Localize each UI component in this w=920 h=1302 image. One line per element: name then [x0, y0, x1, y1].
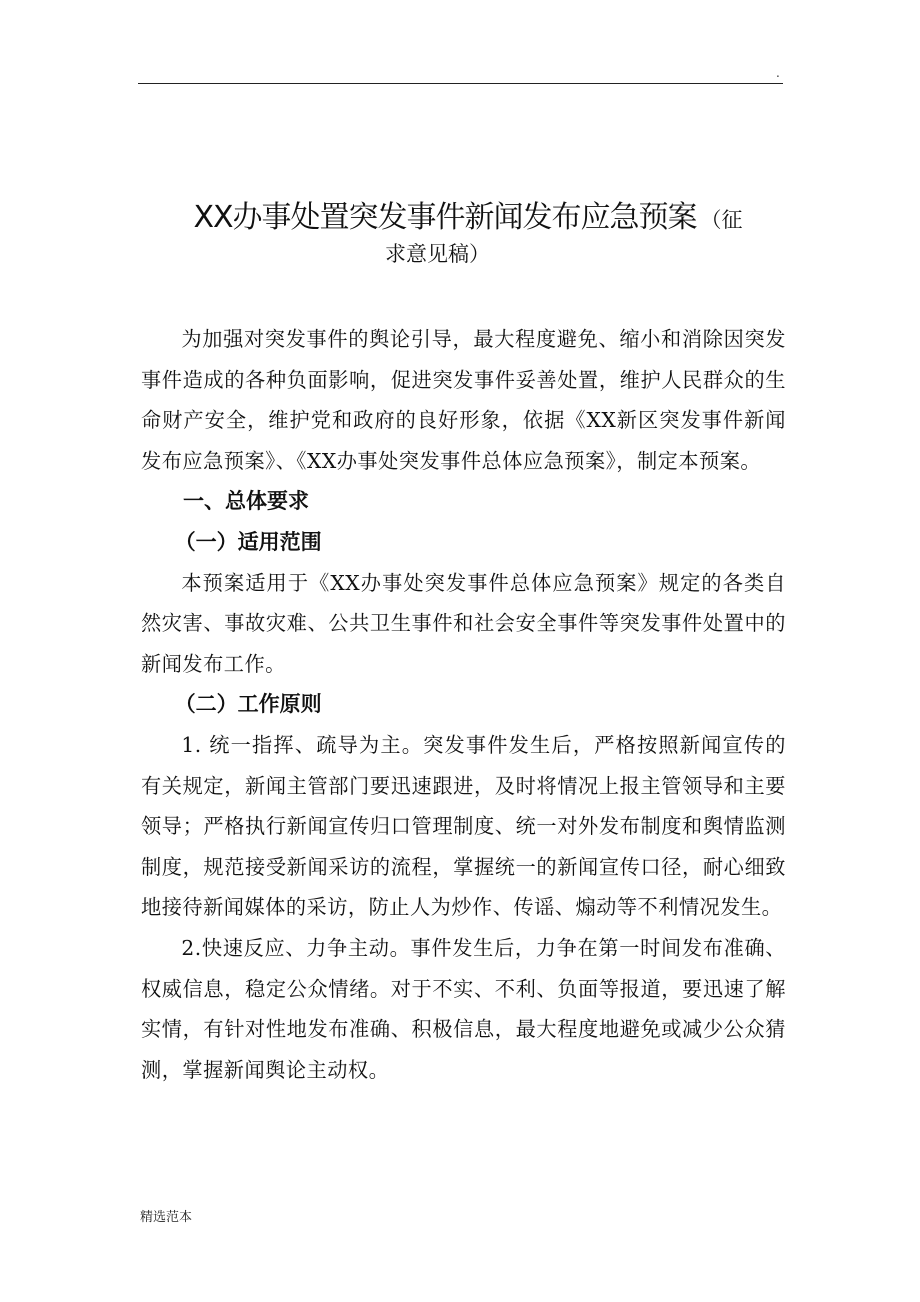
document-title [138, 192, 798, 236]
section-heading-general-requirements: 一、总体要求 [183, 488, 309, 514]
principle-2-paragraph: 2.快速反应、力争主动。事件发生后，力争在第一时间发布准确、权威信息，稳定公众情绪。对于不实、不利、负面等报道，要迅速了解实情，有针对性地发布准确、积极信息，最大程度地避免或减少公众猜测，掌握新闻舆论主动权。 [141, 935, 786, 1082]
footer-label: 精选范本 [140, 1210, 193, 1225]
header-dot: . [776, 66, 780, 80]
document-body [141, 319, 786, 1090]
header-rule [138, 83, 783, 84]
subsection-heading-scope: （一）适用范围 [174, 528, 322, 554]
intro-paragraph: 为加强对突发事件的舆论引导，最大程度避免、缩小和消除因突发事件造成的各种负面影响，促进突发事件妥善处置，维护人民群众的生命财产安全，维护党和政府的良好形象，依据《XX新区突发事件新闻发布应急预案》、《XX办事处突发事件总体应急预案》，制定本预案。 [141, 327, 786, 473]
scope-paragraph: 本预案适用于《XX办事处突发事件总体应急预案》规定的各类自然灾害、事故灾难、公共卫生事件和社会安全事件等突发事件处置中的新闻发布工作。 [141, 570, 786, 676]
title-suffix-close: 求意见稿） [385, 242, 490, 266]
title-suffix-open: （征 [700, 208, 743, 232]
title-main: XX办事处置突发事件新闻发布应急预案 [193, 200, 697, 235]
subsection-heading-principles: （二）工作原则 [174, 691, 322, 717]
principle-1-paragraph: 1. 统一指挥、疏导为主。突发事件发生后，严格按照新闻宣传的有关规定，新闻主管部门要迅速跟进，及时将情况上报主管领导和主要领导；严格执行新闻宣传归口管理制度、统一对外发布制度和舆情监测制度，规范接受新闻采访的流程，掌握统一的新闻宣传口径，耐心细致地接待新闻媒体的采访，防止人为炒作、传谣、煽动等不利情况发生。 [141, 732, 786, 920]
